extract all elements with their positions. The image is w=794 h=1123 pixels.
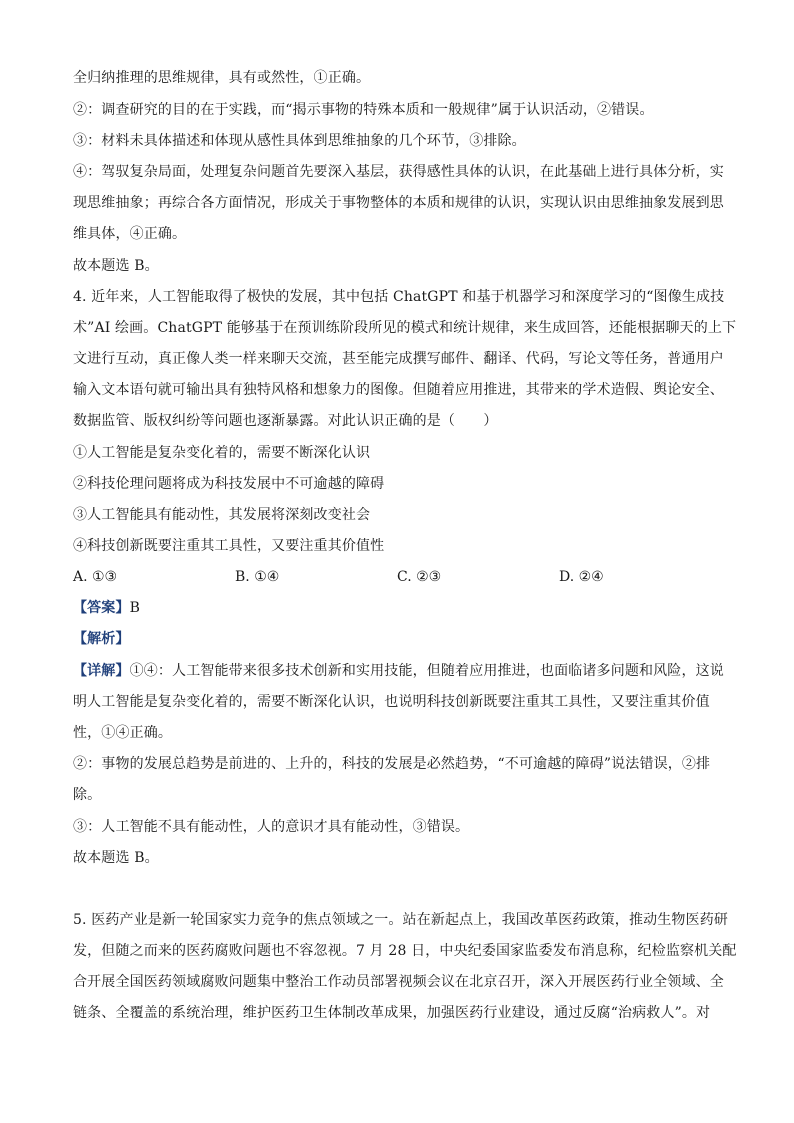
text-line: ②：调查研究的目的在于实践，而“揭示事物的特殊本质和一般规律”属于认识活动，②错误。: [73, 102, 654, 118]
text-line: ④：驾驭复杂局面，处理复杂问题首先要深入基层，获得感性具体的认识，在此基础上进行具体分析，实: [73, 164, 724, 180]
question-5-stem: 5. 医药产业是新一轮国家实力竞争的焦点领域之一。站在新起点上，我国改革医药政策，推动生物医药研: [73, 912, 729, 928]
analysis-label: 【解析】: [73, 631, 130, 647]
option-a: A. ①③: [73, 569, 118, 585]
text-line: 维具体，④正确。: [73, 226, 187, 242]
answer-value: B: [129, 600, 141, 616]
detail-label: 【详解】: [73, 663, 130, 679]
option-c: C. ②③: [397, 569, 442, 585]
option-d: D. ②④: [559, 569, 604, 585]
analysis-line: [73, 629, 723, 649]
question-4-stem: 数据监管、版权纠纷等问题也逐渐暴露。对此认识正确的是（ ）: [73, 413, 498, 429]
question-4-stem: 术”AI 绘画。ChatGPT 能够基于在预训练阶段所见的模式和统计规律，来生成回答，还能根据聊天的上下: [73, 320, 737, 336]
text-line: 故本题选 B。: [73, 258, 159, 274]
statement-4: ④科技创新既要注重其工具性，又要注重其价值性: [73, 538, 385, 554]
question-4-stem: 4. 近年来，人工智能取得了极快的发展，其中包括 ChatGPT 和基于机器学习和深度学习的“图像生成技: [73, 289, 725, 305]
question-5-stem: 链条、全覆盖的系统治理，维护医药卫生体制改革成果，加强医药行业建设，通过反腐“治病救人”。对: [73, 1005, 711, 1021]
detail-line: 明人工智能是复杂变化着的，需要不断深化认识，也说明科技创新既要注重其工具性，又要注重其价值: [73, 694, 710, 710]
option-b: B. ①④: [235, 569, 280, 585]
text-line: 全归纳推理的思维规律，具有或然性，①正确。: [73, 70, 371, 86]
answer-line: [73, 598, 723, 618]
question-4-stem: 输入文本语句就可输出具有独特风格和想象力的图像。但随着应用推进，其带来的学术造假、舆论安全、: [73, 382, 724, 398]
detail-text: ①④：人工智能带来很多技术创新和实用技能，但随着应用推进，也面临诸多问题和风险，这说: [129, 663, 724, 679]
statement-1: ①人工智能是复杂变化着的，需要不断深化认识: [73, 445, 371, 461]
detail-line: 故本题选 B。: [73, 850, 159, 866]
answer-options: [73, 567, 723, 587]
question-4-stem: 文进行互动，真正像人类一样来聊天交流，甚至能完成撰写邮件、翻译、代码，写论文等任务，普通用户: [73, 351, 724, 367]
detail-line: ③：人工智能不具有能动性，人的意识才具有能动性，③错误。: [73, 819, 470, 835]
statement-3: ③人工智能具有能动性，其发展将深刻改变社会: [73, 507, 371, 523]
detail-line: 除。: [73, 787, 102, 803]
question-5-stem: 合开展全国医药领域腐败问题集中整治工作动员部署视频会议在北京召开，深入开展医药行业全领域、全: [73, 974, 724, 990]
question-5-stem: 发，但随之而来的医药腐败问题也不容忽视。7 月 28 日，中央纪委国家监委发布消息称，纪检监察机关配: [73, 943, 737, 959]
detail-line: ②：事物的发展总趋势是前进的、上升的，科技的发展是必然趋势，“不可逾越的障碍”说法错误，②排: [73, 756, 711, 772]
text-line: 现思维抽象；再综合各方面情况，形成关于事物整体的本质和规律的认识，实现认识由思维抽象发展到思: [73, 195, 724, 211]
text-line: ③：材料未具体描述和体现从感性具体到思维抽象的几个环节，③排除。: [73, 133, 526, 149]
answer-label: 【答案】: [73, 600, 130, 616]
detail-line: 性，①④正确。: [73, 725, 173, 741]
detail-line: [73, 661, 723, 681]
statement-2: ②科技伦理问题将成为科技发展中不可逾越的障碍: [73, 476, 385, 492]
